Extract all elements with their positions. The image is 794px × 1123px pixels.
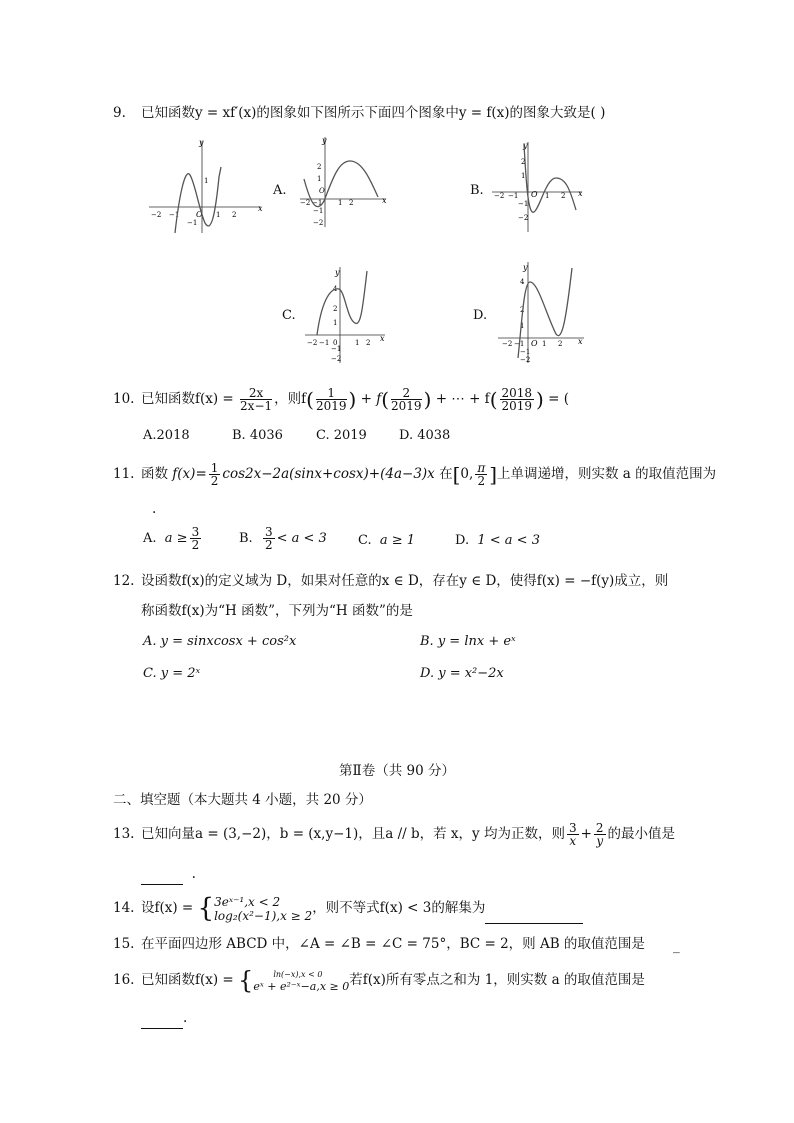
- svg-text:−2: −2: [313, 219, 324, 227]
- q10-frac-top: 2x: [240, 387, 272, 400]
- q11-interval: 0,: [460, 466, 474, 482]
- svg-text:4: 4: [520, 278, 525, 286]
- q9-graph-c[interactable]: [303, 265, 388, 365]
- svg-text:1: 1: [355, 339, 360, 347]
- q10-option-a[interactable]: A.2018: [143, 428, 190, 443]
- q11-option-a-num: 3: [191, 525, 200, 539]
- svg-text:2: 2: [521, 158, 526, 166]
- q11-option-a-label: A.: [143, 531, 157, 546]
- svg-text:−1: −1: [319, 339, 330, 347]
- svg-text:−2: −2: [494, 192, 505, 200]
- svg-text:−1: −1: [514, 340, 525, 348]
- q11-dot: .: [152, 501, 157, 517]
- svg-text:2: 2: [349, 199, 354, 207]
- q10-option-d[interactable]: D. 4038: [399, 428, 451, 443]
- q14-case1: 3eˣ⁻¹,x < 2: [214, 894, 281, 909]
- svg-text:x: x: [380, 334, 385, 343]
- q9-text: 已知函数y = xf′(x)的图象如下图所示下面四个图象中y = f(x)的图象大致是( ): [141, 105, 606, 121]
- svg-text:1: 1: [338, 199, 343, 207]
- svg-text:2: 2: [366, 339, 371, 347]
- q14-stem: 14. 设f(x) = { 3eˣ⁻¹,x < 2 log₂(x²−1),x ≥ 2 ，则不等式f(x) < 3的解集为: [113, 893, 583, 924]
- q13-frac1-den: x: [569, 834, 577, 848]
- q11-option-c-label: C.: [358, 533, 372, 548]
- q10-term3-den: 2019: [501, 399, 533, 413]
- q16-stem: 16. 已知函数f(x) = { ln(−x),x < 0 eˣ + e²⁻ˣ−a,x ≥ 0 若f(x)所有零点之和为 1，则实数 a 的取值范围是: [113, 966, 645, 995]
- svg-text:−1: −1: [518, 200, 529, 208]
- q11-text-b: 在: [439, 466, 453, 482]
- q12-line1: 设函数f(x)的定义域为 D，如果对任意的x ∈ D，存在y ∈ D，使得f(x) = −f(y)成立，则: [141, 573, 669, 589]
- q10-fraction: [240, 387, 272, 412]
- q9-graph-a[interactable]: [298, 135, 388, 230]
- svg-text:y: y: [199, 138, 204, 147]
- svg-text:−2: −2: [331, 355, 342, 363]
- svg-text:1: 1: [521, 172, 526, 180]
- q15-number: 15.: [113, 936, 135, 952]
- svg-text:y: y: [523, 141, 528, 150]
- q11-expr-body: cos2x−2a(sinx+cosx)+(4a−3)x: [222, 466, 435, 482]
- q11-text-a: 函数: [141, 466, 168, 482]
- q11-number: 11.: [113, 466, 135, 482]
- svg-text:y: y: [523, 263, 528, 272]
- svg-text:1: 1: [216, 211, 221, 219]
- svg-text:y: y: [335, 268, 340, 277]
- q12-stem-line1: [113, 571, 668, 591]
- svg-text:0: 0: [333, 339, 338, 347]
- q14-text-a: 设f(x) =: [141, 900, 194, 916]
- q15-answer-blank[interactable]: _: [673, 938, 680, 954]
- q10-option-c[interactable]: C. 2019: [316, 428, 367, 443]
- q13-frac2-den: y: [596, 834, 604, 848]
- q11-option-b-num: 3: [264, 525, 273, 539]
- q11-option-d[interactable]: [455, 533, 540, 548]
- svg-text:1: 1: [204, 177, 209, 185]
- q15-text: 在平面四边形 ABCD 中，∠A = ∠B = ∠C = 75°，BC = 2，则 AB 的取值范围是: [141, 936, 645, 952]
- q10-text-a: 已知函数f(x) =: [141, 391, 234, 407]
- q14-cases: [214, 895, 312, 923]
- svg-text:x: x: [258, 204, 263, 213]
- q10-number: 10.: [113, 391, 135, 407]
- svg-text:1: 1: [545, 192, 550, 200]
- q12-option-b[interactable]: B. y = lnx + eˣ: [420, 634, 516, 649]
- svg-text:−1: −1: [520, 348, 531, 356]
- svg-text:1: 1: [520, 322, 525, 330]
- svg-text:−2: −2: [307, 339, 318, 347]
- q13-frac1-num: 3: [568, 821, 577, 835]
- q13-text-end: 的最小值是: [607, 826, 676, 842]
- q11-option-d-expr: 1 < a < 3: [477, 533, 540, 548]
- q13-stem: 13. 已知向量a = (3,−2)，b = (x,y−1)，且a // b，若 x，y 均为正数，则 $\frac{3}{x}$ + $\frac{2}{y}$ 的最小值是: [113, 818, 675, 850]
- q11-pi: π: [477, 461, 486, 475]
- section-title: 第Ⅱ卷（共 90 分）: [339, 763, 455, 779]
- q9-option-b-label[interactable]: B.: [470, 183, 484, 198]
- q13-dot: .: [191, 866, 196, 882]
- q16-case2: eˣ + e²⁻ˣ−a,x ≥ 0: [253, 979, 350, 993]
- svg-text:O: O: [531, 339, 538, 348]
- q9-given-graph: [145, 137, 265, 237]
- q11-option-d-label: D.: [455, 533, 470, 548]
- svg-text:O: O: [196, 210, 203, 219]
- q11-text-c: 上单调递增，则实数 a 的取值范围为: [497, 466, 717, 482]
- q9-option-a-label[interactable]: A.: [273, 183, 287, 198]
- svg-text:1: 1: [333, 319, 338, 327]
- svg-text:2: 2: [561, 192, 566, 200]
- svg-text:2: 2: [558, 340, 563, 348]
- q10-term1-den: 2019: [315, 399, 347, 413]
- svg-text:2: 2: [232, 211, 237, 219]
- q14-case2: log₂(x²−1),x ≥ 2: [214, 908, 313, 923]
- q9-graph-d[interactable]: [496, 260, 586, 365]
- q11-option-a[interactable]: A. a ≥ $\frac{3}{2}$: [143, 525, 200, 552]
- q10-frac-bot: 2x−1: [240, 399, 273, 413]
- q16-case1: ln(−x),x < 0: [273, 969, 323, 979]
- q12-line2: 称函数f(x)为“H 函数”，下列为“H 函数”的是: [141, 603, 413, 619]
- q10-text-b: ，则f: [274, 391, 307, 407]
- q16-text-a: 已知函数f(x) =: [141, 972, 234, 988]
- svg-text:O: O: [319, 187, 325, 195]
- q11-option-b[interactable]: B. $\frac{3}{2}$ < a < 3: [239, 525, 327, 552]
- q11-option-a-expr: a ≥: [164, 531, 188, 546]
- q16-answer[interactable]: [141, 1008, 187, 1029]
- svg-text:−2: −2: [151, 211, 162, 219]
- svg-text:−1: −1: [187, 219, 198, 227]
- svg-text:−2: −2: [502, 340, 513, 348]
- section-heading: 二、填空题（本大题共 4 小题，共 20 分）: [113, 792, 372, 808]
- svg-text:−2: −2: [300, 199, 311, 207]
- q13-number: 13.: [113, 826, 135, 842]
- q10-option-b[interactable]: B. 4036: [232, 428, 283, 443]
- svg-text:2: 2: [520, 306, 525, 314]
- q11-option-b-expr: < a < 3: [276, 531, 327, 546]
- q11-pi-den: 2: [477, 474, 486, 488]
- svg-text:2: 2: [317, 163, 322, 171]
- svg-text:2: 2: [333, 305, 338, 313]
- q16-cases: [253, 969, 349, 993]
- q14-number: 14.: [113, 900, 135, 916]
- q10-term3-num: 2018: [501, 386, 533, 400]
- q14-answer-blank[interactable]: [485, 893, 583, 924]
- svg-text:O: O: [531, 190, 538, 199]
- q16-dot: .: [183, 1010, 188, 1026]
- svg-text:−1: −1: [313, 207, 324, 215]
- q9-graph-b[interactable]: [490, 140, 585, 235]
- q11-expr-head: f(x)=: [172, 466, 207, 482]
- svg-text:−2: −2: [518, 214, 529, 222]
- q10-stem: 10. 已知函数f(x) = $\frac{2x}{2x-1}$ ，则f( $\frac{1}{2019}$ ) + f( $\frac{2}{2019}$ ) + ⋯ + f( $\frac{2018}{2019}$ ) = (: [113, 386, 570, 413]
- q14-text-b: ，则不等式f(x) < 3的解集为: [312, 900, 486, 916]
- svg-text:x: x: [578, 189, 583, 198]
- q9-stem: [113, 103, 605, 123]
- q11-option-c[interactable]: [358, 533, 415, 548]
- q10-term2-num: 2: [391, 387, 422, 400]
- q11-option-c-expr: a ≥ 1: [379, 533, 416, 548]
- q10-text-end: = (: [548, 391, 570, 407]
- q13-frac2-num: 2: [595, 821, 604, 835]
- svg-text:−1: −1: [169, 211, 180, 219]
- q16-text-b: 若f(x)所有零点之和为 1，则实数 a 的取值范围是: [349, 972, 645, 988]
- q15-stem: [113, 934, 645, 954]
- q9-option-c-label[interactable]: C.: [282, 308, 296, 323]
- q12-option-a[interactable]: A. y = sinxcosx + cos²x: [143, 634, 297, 649]
- svg-text:1: 1: [317, 175, 322, 183]
- q10-term1-num: 1: [316, 387, 347, 400]
- q10-term2-den: 2019: [391, 399, 422, 413]
- q11-half-den: 2: [210, 474, 219, 488]
- q11-stem: 11. 函数 f(x)= $\frac{1}{2}$ cos2x−2a(sinx+cosx)+(4a−3)x 在[0, $\frac{\pi}{2}$ ]上单调递增，则实数 a 的取值范围为: [113, 461, 717, 488]
- q12-option-c[interactable]: C. y = 2ˣ: [143, 666, 201, 681]
- svg-text:−1: −1: [508, 192, 519, 200]
- svg-text:y: y: [322, 136, 327, 145]
- svg-text:−1: −1: [312, 199, 323, 207]
- q13-text: 已知向量a = (3,−2)，b = (x,y−1)，且a // b，若 x，y 均为正数，则: [141, 826, 565, 842]
- q16-number: 16.: [113, 972, 135, 988]
- q11-option-b-label: B.: [239, 531, 253, 546]
- q12-number: 12.: [113, 573, 135, 589]
- svg-text:1: 1: [542, 340, 547, 348]
- svg-text:−1: −1: [331, 345, 342, 353]
- svg-text:4: 4: [333, 285, 338, 293]
- svg-text:x: x: [382, 196, 387, 205]
- q13-answer[interactable]: [141, 864, 196, 885]
- q9-number: 9.: [113, 105, 126, 121]
- svg-text:−2: −2: [520, 356, 531, 364]
- svg-text:x: x: [578, 337, 583, 346]
- q10-text-c: + ⋯ + f: [435, 391, 490, 407]
- q12-option-d[interactable]: D. y = x²−2x: [420, 666, 504, 681]
- q9-option-d-label[interactable]: D.: [473, 308, 488, 323]
